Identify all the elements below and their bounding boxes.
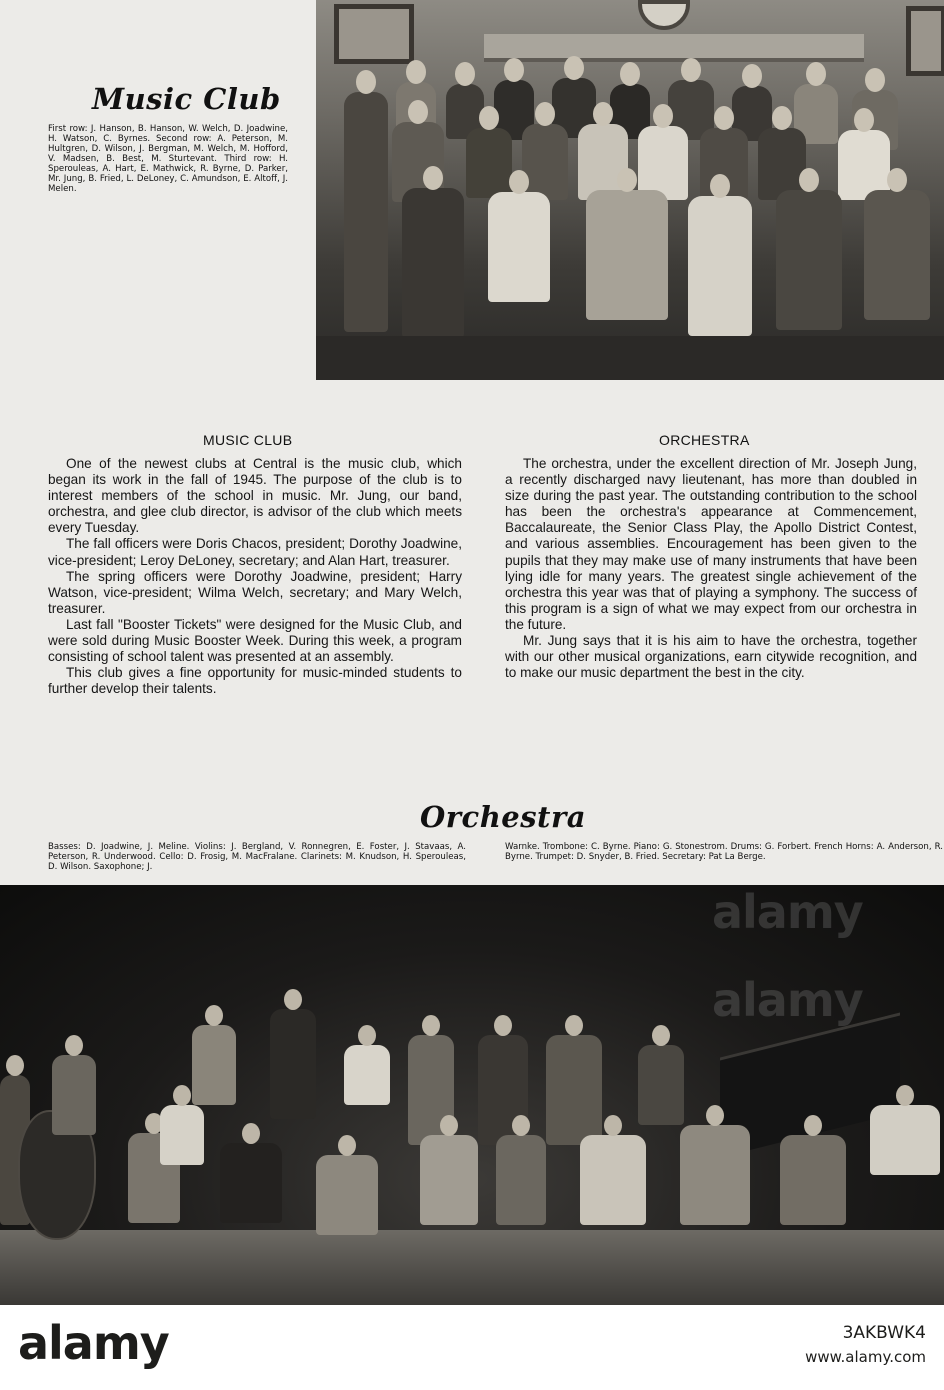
article-paragraph: One of the newest clubs at Central is the music club, which began its work in the fall of 1945. The purpose of the club is to interest members of the school in music. Mr. Jung, our band, orchestra, and glee club director, is advisor of the club which meets every Tuesday.	[48, 456, 462, 536]
orchestra-player	[638, 1045, 684, 1125]
article-paragraph: This club gives a fine opportunity for music-minded students to further develop their talents.	[48, 665, 462, 697]
person	[488, 192, 550, 302]
orchestra-player	[420, 1135, 478, 1225]
article-paragraph: The fall officers were Doris Chacos, president; Dorothy Joadwine, vice-president; Leroy DeLoney, secretary; and Alan Hart, treasurer.	[48, 536, 462, 568]
alamy-logo: alamy	[18, 1316, 169, 1370]
person	[864, 190, 930, 320]
orchestra-title: Orchestra	[420, 800, 587, 834]
person	[402, 188, 464, 338]
orchestra-player	[780, 1135, 846, 1225]
orchestra-player	[580, 1135, 646, 1225]
site-url[interactable]: www.alamy.com	[805, 1348, 926, 1366]
orchestra-player	[496, 1135, 546, 1225]
orchestra-player	[546, 1035, 602, 1145]
music-club-heading: MUSIC CLUB	[203, 432, 293, 448]
orchestra-player	[270, 1009, 316, 1119]
orchestra-player	[680, 1125, 750, 1225]
orchestra-article	[505, 456, 917, 681]
bass-player	[52, 1055, 96, 1135]
wall-painting	[334, 4, 414, 64]
orchestra-photo	[0, 885, 944, 1305]
orchestra-heading: ORCHESTRA	[659, 432, 750, 448]
person	[522, 124, 568, 200]
floor	[316, 336, 944, 380]
music-club-roster: First row: J. Hanson, B. Hanson, W. Welch, D. Joadwine, H. Watson, C. Byrnes. Second row: A. Peterson, M. Hultgren, D. Wilson, J. Bergman, M. Welch, M. Hofford, V. Madsen, B. Best, M. Sturtevant. Third row: H. Sperouleas, A. Hart, E. Mathwick, R. Byrne, D. Parker, Mr. Jung, B. Fried, L. DeLoney, C. Amundson, E. Altoff, J. Melen.	[48, 124, 288, 194]
person	[466, 128, 512, 198]
orchestra-player	[220, 1143, 282, 1223]
orchestra-roster-right: Warnke. Trombone: C. Byrne. Piano: G. Stonestrom. Drums: G. Forbert. French Horns: A. Anderson, R. Byrne. Trumpet: D. Snyder, B. Fried. Secretary: Pat La Berge.	[505, 842, 943, 862]
person	[586, 190, 668, 320]
person	[688, 196, 752, 336]
stage-floor	[0, 1230, 944, 1305]
person	[638, 126, 688, 200]
orchestra-player	[192, 1025, 236, 1105]
article-paragraph: Mr. Jung says that it is his aim to have the orchestra, together with our other musical organizations, earn citywide recognition, and to make our music department the best in the city.	[505, 633, 917, 681]
music-club-title: Music Club	[92, 82, 281, 116]
watermark-logo: alamy	[712, 885, 863, 939]
stock-image-id: 3AKBWK4	[842, 1323, 926, 1343]
article-paragraph: The spring officers were Dorothy Joadwine, president; Harry Watson, vice-president; Wilma Welch, secretary; and Mary Welch, treasurer.	[48, 568, 462, 616]
orchestra-player	[160, 1105, 204, 1165]
article-paragraph: Last fall "Booster Tickets" were designed for the Music Club, and were sold during Music Booster Week. During this week, a program consisting of school talent was presented at an assembly.	[48, 616, 462, 665]
orchestra-player	[316, 1155, 378, 1235]
fireplace-mantel	[484, 34, 864, 62]
orchestra-player	[344, 1045, 390, 1105]
person	[776, 190, 842, 330]
orchestra-player	[870, 1105, 940, 1175]
watermark-logo: alamy	[712, 973, 863, 1027]
article-paragraph: The orchestra, under the excellent direction of Mr. Joseph Jung, a recently discharged navy lieutenant, has more than doubled in size during the past year. The outstanding contribution to the school has been the orchestra's appearance at Commencement, Baccalaureate, the Senior Class Play, the Apollo District Contest, and various assemblies. Encouragement has been given to the pupils that they may make use of many instruments that have been lying idle for many years. The greatest single achievement of the orchestra this year was that of playing a symphony. The success of this program is a sign of what we may expect from our orchestra in the future.	[505, 456, 917, 632]
music-club-photo	[316, 0, 944, 380]
music-club-article	[48, 456, 462, 697]
wall-painting-right	[906, 6, 944, 76]
person	[344, 92, 388, 332]
mantel-clock	[638, 0, 690, 30]
orchestra-roster-left: Basses: D. Joadwine, J. Meline. Violins: J. Bergland, V. Ronnegren, E. Foster, J. Stavaas, A. Peterson, R. Underwood. Cello: D. Frosig, M. MacFralane. Clarinets: M. Knudson, H. Sperouleas, D. Wilson. Saxophone; J.	[48, 842, 466, 872]
